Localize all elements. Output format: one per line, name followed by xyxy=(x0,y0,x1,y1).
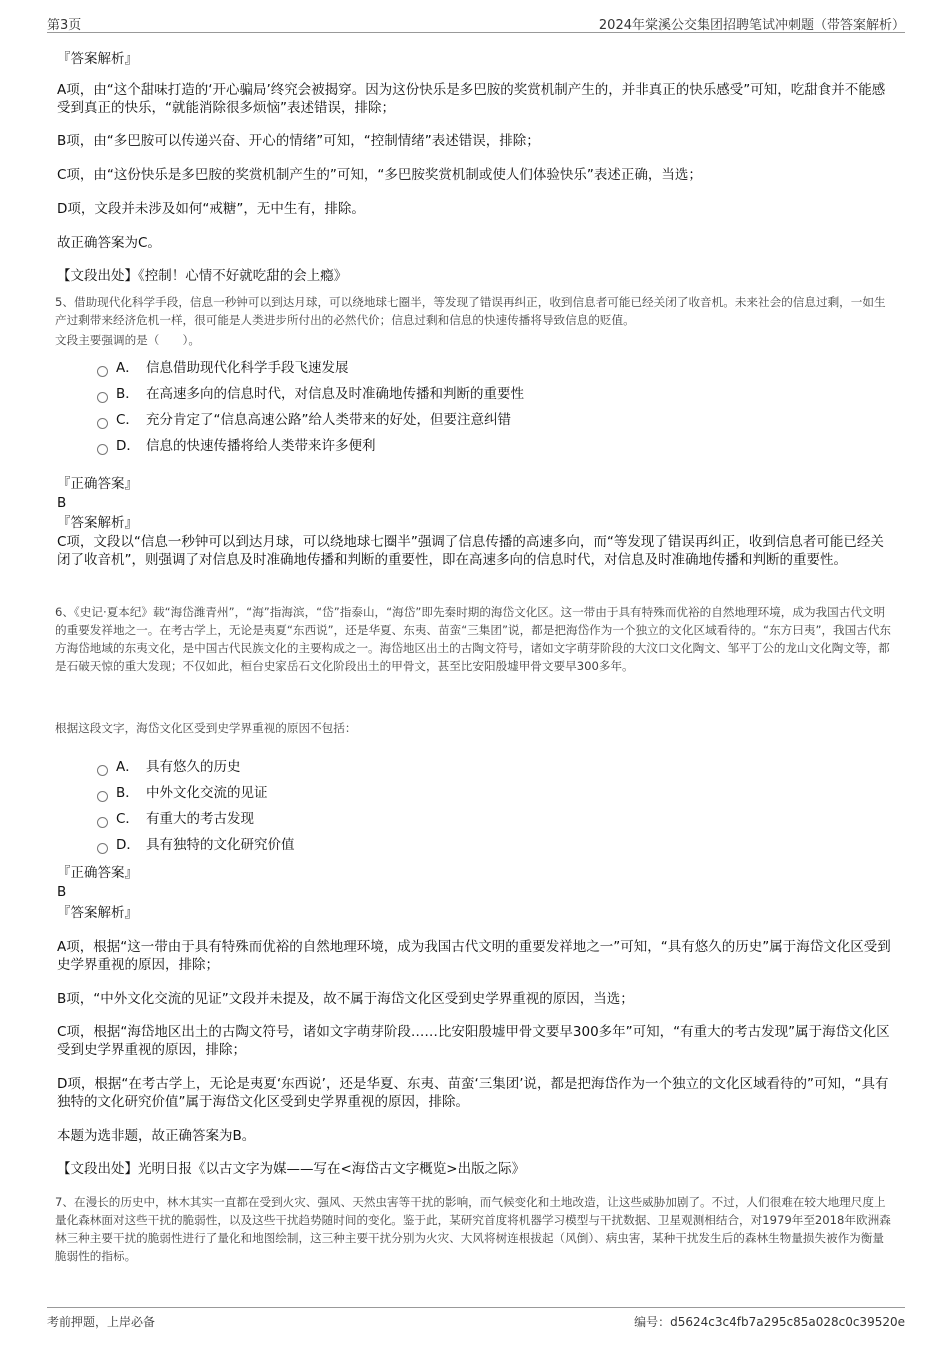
radio-icon[interactable] xyxy=(97,843,108,854)
q5-question: 文段主要强调的是（ ）。 xyxy=(55,333,200,347)
footer-slogan: 考前押题，上岸必备 xyxy=(47,1315,156,1329)
q5-analysis: C项，文段以“信息一秒钟可以到达月球，可以绕地球七圈半”强调了信息传播的高速多向，而“等发现了错误再纠正，收到信息者可能已经关闭了收音机”，则强调了对信息及时准确地传播和判断的重要性，即在高速多向的信息时代，对信息及时准确地传播和判断的重要性。 xyxy=(57,534,884,568)
q5-option-d[interactable]: D． 信息的快速传播将给人类带来许多便利 xyxy=(97,434,376,454)
q6-analysis-a: A项，根据“这一带由于具有特殊而优裕的自然地理环境，成为我国古代文明的重要发祥地之一”可知，“具有悠久的历史”属于海岱文化区受到史学界重视的原因，排除； xyxy=(57,939,891,973)
q6-analysis-b: B项，“中外文化交流的见证”文段并未提及，故不属于海岱文化区受到史学界重视的原因，当选； xyxy=(57,991,634,1007)
q6-analysis-c: C项，根据“海岱地区出土的古陶文符号，诸如文字萌芽阶段……比安阳殷墟甲骨文要早300多年”可知，“有重大的考古发现”属于海岱文化区受到史学界重视的原因，排除； xyxy=(57,1024,890,1058)
q5-option-a[interactable]: A． 信息借助现代化科学手段飞速发展 xyxy=(97,356,349,376)
header-divider xyxy=(47,32,905,33)
q4-source: 【文段出处】《控制！心情不好就吃甜的会上瘾》 xyxy=(57,268,348,284)
q7-stem: 7、在漫长的历史中，林木其实一直都在受到火灾、强风、天然虫害等干扰的影响，而气候变化和土地改造，让这些威胁加剧了。不过，人们很难在较大地理尺度上量化森林面对这些干扰的脆弱性，以及这些干扰趋势随时间的变化。鉴于此，某研究首度将机器学习模型与干扰数据、卫星观测相结合，对1979年至2018年欧洲森林三种主要干扰的脆弱性进行了量化和地图绘制，这三种主要干扰分别为火灾、大风将树连根拔起（风倒）、病虫害，某种干扰发生后的森林生物量损失被作为衡量脆弱性的指标。 xyxy=(55,1195,891,1263)
radio-icon[interactable] xyxy=(97,392,108,403)
radio-icon[interactable] xyxy=(97,366,108,377)
q6-conclusion: 本题为选非题，故正确答案为B。 xyxy=(57,1128,256,1144)
q6-answer-heading: 『正确答案』 xyxy=(57,865,138,881)
radio-icon[interactable] xyxy=(97,817,108,828)
q6-answer: B xyxy=(57,884,67,900)
q4-analysis-c: C项，由“这份快乐是多巴胺的奖赏机制产生的”可知，“多巴胺奖赏机制或使人们体验快乐”表述正确，当选； xyxy=(57,167,702,183)
radio-icon[interactable] xyxy=(97,765,108,776)
q5-stem: 5、借助现代化科学手段，信息一秒钟可以到达月球，可以绕地球七圈半，等发现了错误再纠正，收到信息者可能已经关闭了收音机。未来社会的信息过剩，一如生产过剩带来经济危机一样，很可能是人类进步所付出的必然代价；信息过剩和信息的快速传播将导致信息的贬值。 xyxy=(55,295,886,327)
q5-option-c[interactable]: C． 充分肯定了“信息高速公路”给人类带来的好处，但要注意纠错 xyxy=(97,408,511,428)
q5-option-b[interactable]: B． 在高速多向的信息时代，对信息及时准确地传播和判断的重要性 xyxy=(97,382,524,402)
q4-analysis-b: B项，由“多巴胺可以传递兴奋、开心的情绪”可知，“控制情绪”表述错误，排除； xyxy=(57,133,540,149)
q6-analysis-d: D项，根据“在考古学上，无论是夷夏‘东西说’，还是华夏、东夷、苗蛮‘三集团’说，都是把海岱作为一个独立的文化区域看待的”可知，“具有独特的文化研究价值”属于海岱文化区受到史学界重视的原因，排除。 xyxy=(57,1076,889,1110)
document-code: 编号：d5624c3c4fb7a295c85a028c0c39520e xyxy=(634,1315,905,1329)
document-title: 2024年棠溪公交集团招聘笔试冲刺题（带答案解析） xyxy=(598,18,905,33)
q5-analysis-heading: 『答案解析』 xyxy=(57,515,138,531)
q6-option-c[interactable]: C． 有重大的考古发现 xyxy=(97,807,254,827)
page-header xyxy=(0,0,950,34)
q4-analysis-d: D项，文段并未涉及如何“戒糖”，无中生有，排除。 xyxy=(57,201,365,217)
radio-icon[interactable] xyxy=(97,791,108,802)
radio-icon[interactable] xyxy=(97,418,108,429)
q4-conclusion: 故正确答案为C。 xyxy=(57,235,161,251)
q6-question: 根据这段文字，海岱文化区受到史学界重视的原因不包括： xyxy=(55,721,357,735)
footer-divider xyxy=(47,1307,905,1308)
q6-stem: 6、《史记·夏本纪》载“海岱潍青州”，“海”指海滨，“岱”指泰山，“海岱”即先秦时期的海岱文化区。这一带由于具有特殊而优裕的自然地理环境，成为我国古代文明的重要发祥地之一。在考古学上，无论是夷夏“东西说”，还是华夏、东夷、苗蛮“三集团”说，都是把海岱作为一个独立的文化区域看待的。“东方曰夷”，我国古代东方海岱地域的东夷文化，是中国古代民族文化的主要构成之一。海岱地区出土的古陶文符号，诸如文字萌芽阶段的大汶口文化陶文、邹平丁公的龙山文化陶文等，都是石破天惊的重大发现；不仅如此，桓台史家岳石文化阶段出土的甲骨文，甚至比安阳殷墟甲骨文要早300多年。 xyxy=(55,605,892,673)
radio-icon[interactable] xyxy=(97,444,108,455)
q6-source: 【文段出处】光明日报《以古文字为媒——写在<海岱古文字概览>出版之际》 xyxy=(57,1161,526,1177)
q6-option-b[interactable]: B． 中外文化交流的见证 xyxy=(97,781,268,801)
q5-answer-heading: 『正确答案』 xyxy=(57,476,138,492)
q6-option-d[interactable]: D． 具有独特的文化研究价值 xyxy=(97,833,295,853)
q4-analysis-a: A项，由“这个甜味打造的‘开心骗局’终究会被揭穿。因为这份快乐是多巴胺的奖赏机制产生的，并非真正的快乐感受”可知，吃甜食并不能感受到真正的快乐，“就能消除很多烦恼”表述错误，排除； xyxy=(57,82,886,116)
page-number: 第3页 xyxy=(47,18,82,33)
q6-option-a[interactable]: A． 具有悠久的历史 xyxy=(97,755,241,775)
q5-answer: B xyxy=(57,495,67,511)
q6-analysis-heading: 『答案解析』 xyxy=(57,905,138,921)
q4-analysis-heading: 『答案解析』 xyxy=(57,51,138,67)
